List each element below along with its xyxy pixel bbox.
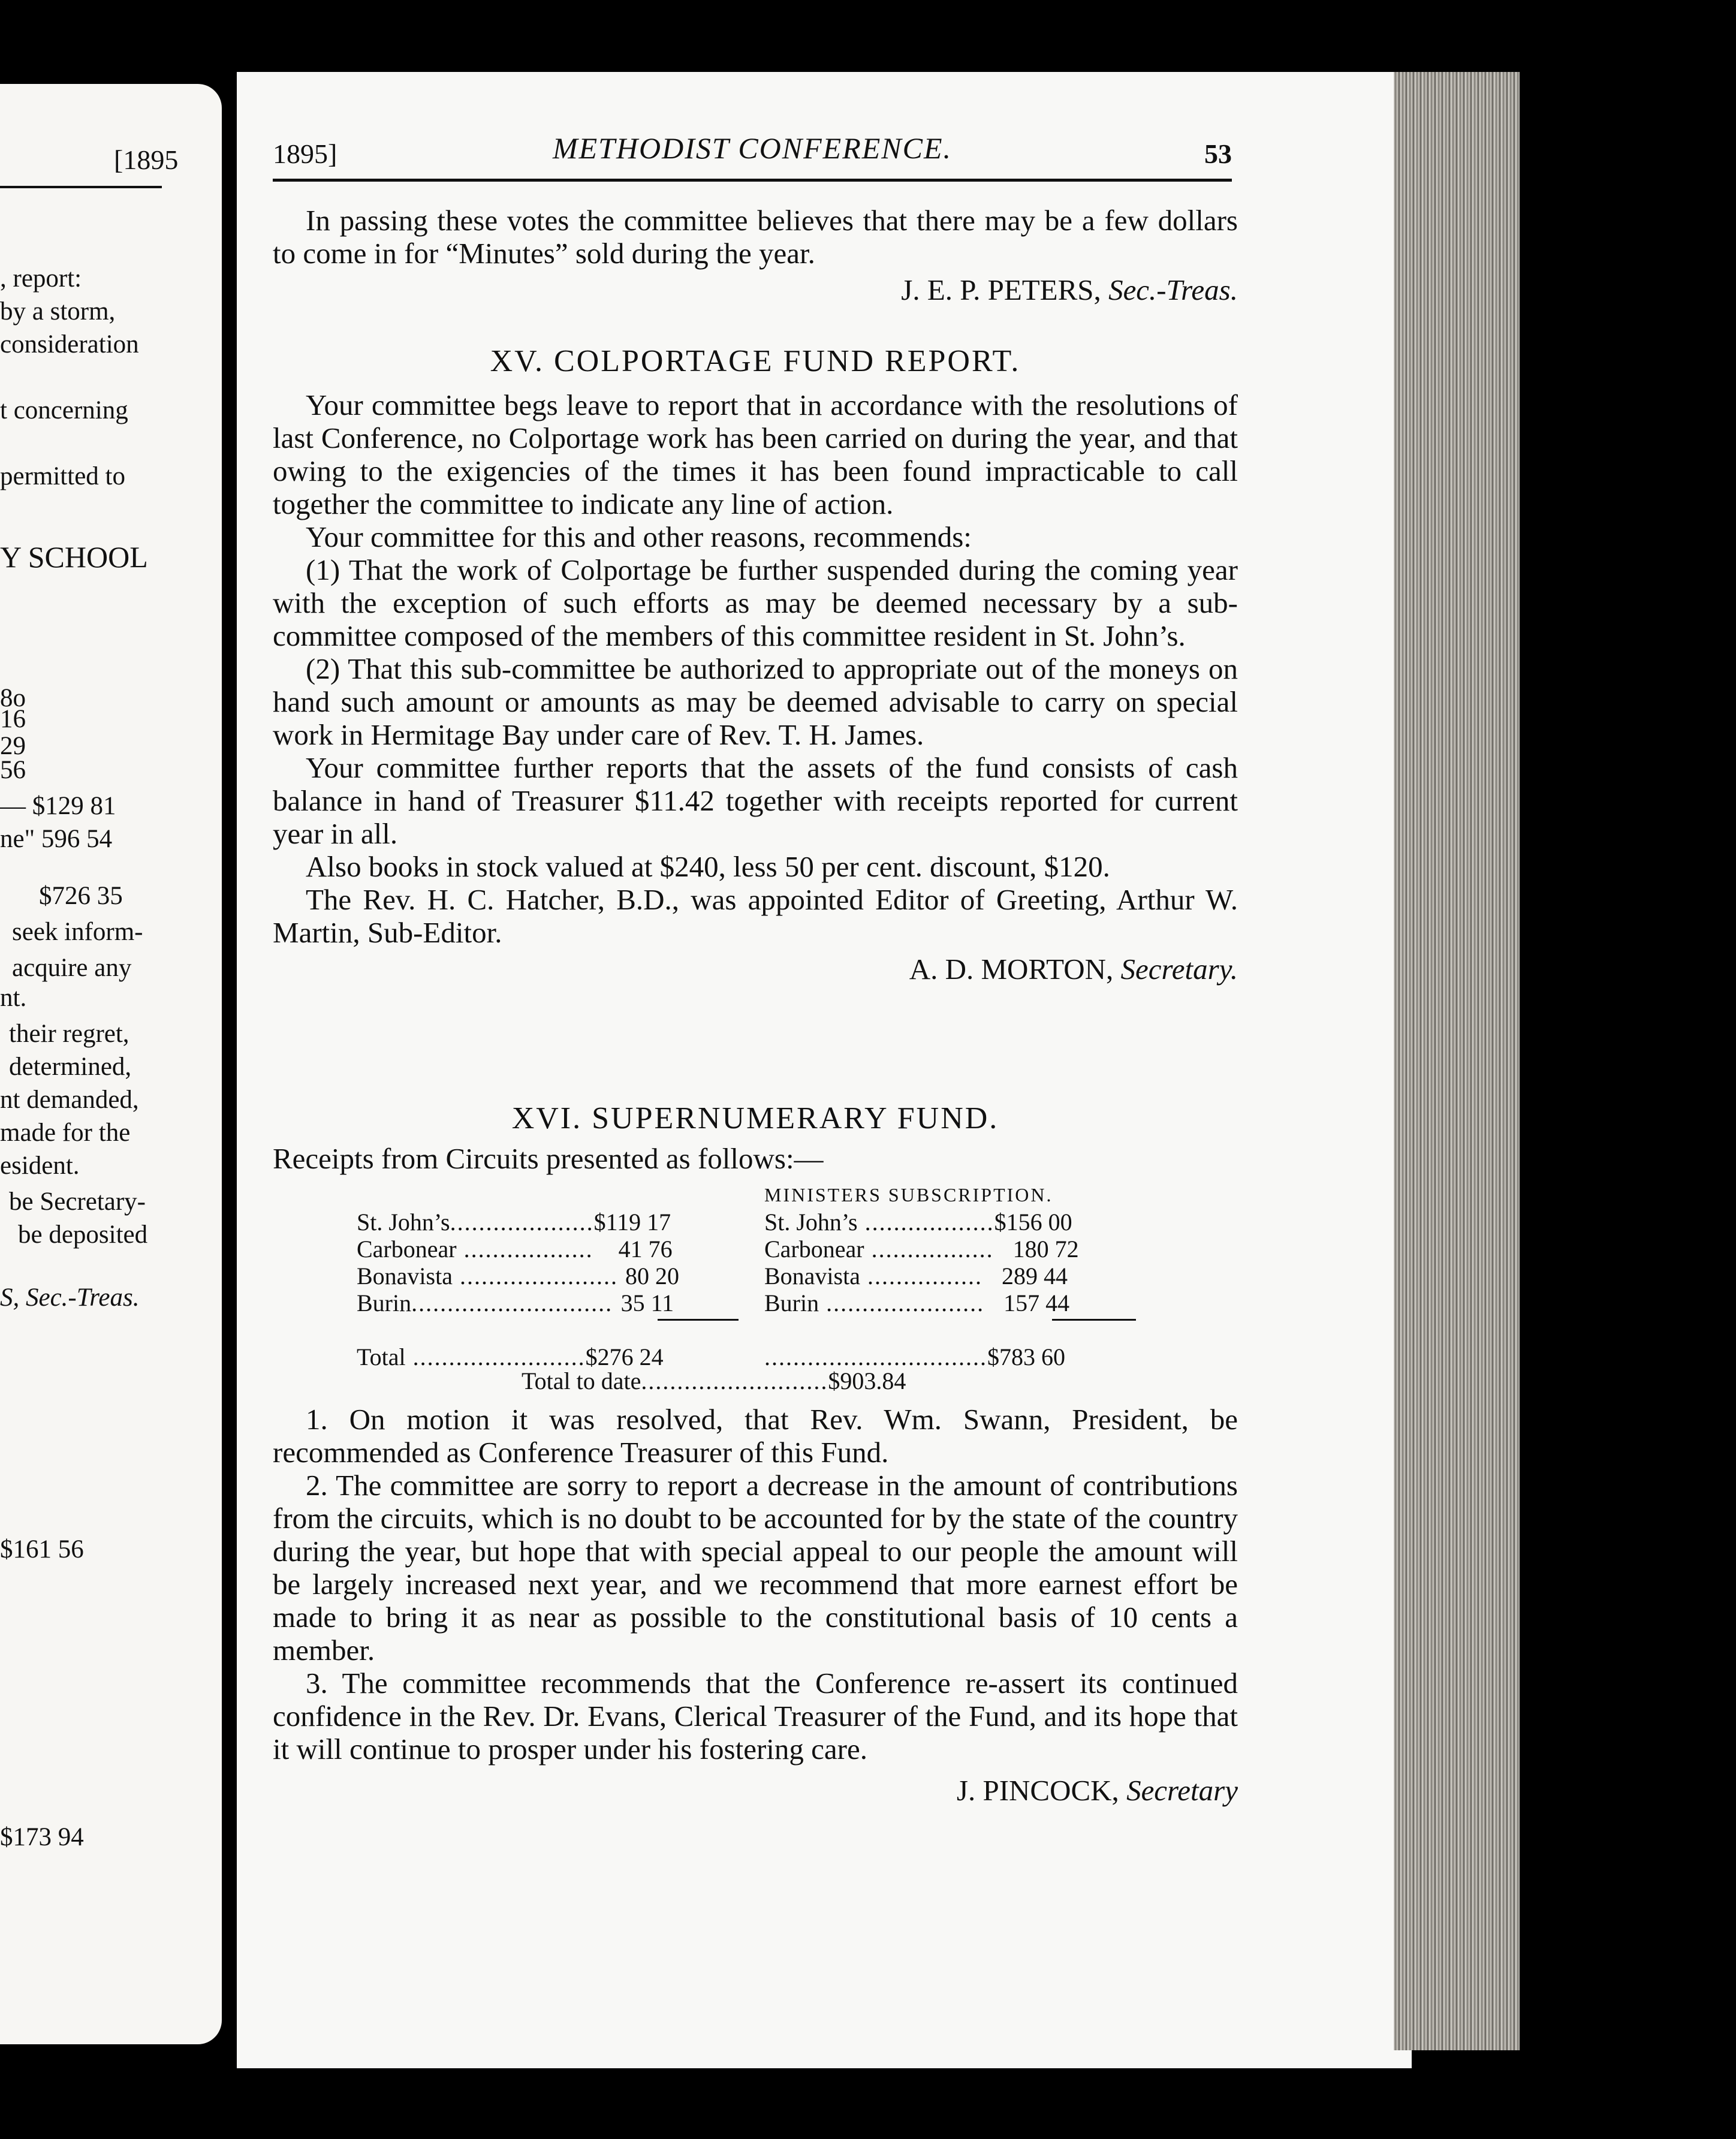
- intro-block: [273, 204, 1238, 306]
- total-row: Total ........................$276 24: [357, 1343, 664, 1370]
- left-fragment: $726 35: [39, 882, 123, 910]
- circuit-amount: 80 20: [625, 1263, 679, 1290]
- left-page-year: [1895: [114, 144, 179, 175]
- minister-amount: $156 00: [994, 1209, 1072, 1236]
- signature-title: Secretary: [1126, 1774, 1238, 1807]
- left-fragment: by a storm,: [0, 297, 116, 326]
- left-fragment: ne" 596 54: [0, 825, 113, 853]
- left-fragment: be Secretary-: [9, 1188, 146, 1216]
- circuit-name: Burin: [357, 1290, 412, 1316]
- section-xv-signature: [273, 953, 1238, 986]
- left-fragment: 56: [0, 756, 26, 784]
- left-fragment: nt demanded,: [0, 1086, 139, 1114]
- section-xvi-body: [273, 1403, 1238, 1807]
- circuit-name: Carbonear: [357, 1236, 457, 1263]
- paragraph: The Rev. H. C. Hatcher, B.D., was appointed Editor of Greeting, Arthur W. Martin, Sub-Editor.: [273, 883, 1238, 949]
- left-fragment: — $129 81: [0, 792, 116, 820]
- left-fragment: $173 94: [0, 1823, 84, 1851]
- section-heading: XVI. SUPERNUMERARY FUND.: [511, 1101, 999, 1135]
- section-xvi-signature: [273, 1774, 1238, 1807]
- minister-circuit: St. John’s: [764, 1209, 858, 1236]
- left-fragment: , report:: [0, 264, 82, 293]
- table-row: Burin ...................... 157 44: [764, 1290, 1070, 1316]
- signature-title: Secretary.: [1120, 953, 1238, 986]
- total-to-date-label: Total to date: [522, 1367, 641, 1394]
- paragraph: Your committee begs leave to report that in accordance with the resolutions of last Conference, no Colportage work has been carried on during the year, and that owing to the exigencies of the times it has been found impracticable to call together the committee to indicate any line of action.: [273, 388, 1238, 520]
- left-fragment: t concerning: [0, 396, 128, 424]
- receipts-table: [273, 1184, 1238, 1400]
- left-fragment: consideration: [0, 330, 139, 358]
- resolution: 2. The committee are sorry to report a decrease in the amount of contributions from the circuits, which is no doubt to be accounted for by the state of the country during the year, but hope that with special appeal to our people the amount will be largely increased next year, and we recommend that more earnest effort be made to bring it as near as possible to the constitutional basis of 10 cents a member.: [273, 1469, 1238, 1667]
- sum-rule: [1052, 1319, 1136, 1321]
- intro-paragraph: In passing these votes the committee believes that there may be a few dollars to come in for “Minutes” sold during the year.: [273, 204, 1238, 270]
- total-amount: $276 24: [585, 1343, 664, 1370]
- table-row: St. John’s ..................$156 00: [764, 1209, 1072, 1236]
- left-fragment: Y SCHOOL: [0, 540, 148, 574]
- intro-signature: [273, 273, 1238, 306]
- circuit-name: Bonavista: [357, 1263, 453, 1290]
- section-heading: XV. COLPORTAGE FUND REPORT.: [490, 344, 1021, 378]
- left-fragment: be deposited: [18, 1221, 148, 1249]
- table-row: Burin............................ 35 11: [357, 1290, 674, 1316]
- ministers-heading: MINISTERS SUBSCRIPTION.: [764, 1184, 1053, 1206]
- section-xv: [273, 345, 1238, 986]
- circuit-name: St. John’s: [357, 1209, 450, 1236]
- minister-circuit: Bonavista: [764, 1263, 860, 1290]
- sum-rule: [658, 1319, 739, 1321]
- left-fragment: esident.: [0, 1152, 80, 1180]
- signature-name: A. D. MORTON,: [909, 953, 1114, 986]
- table-row: Bonavista ...................... 80 20: [357, 1263, 679, 1290]
- left-fragment: acquire any: [12, 954, 132, 982]
- total-label: Total: [357, 1343, 406, 1370]
- table-row: Carbonear ................. 180 72: [764, 1236, 1079, 1263]
- minister-amount: 157 44: [1003, 1290, 1070, 1316]
- left-fragment: 8o: [0, 684, 26, 712]
- left-fragment: permitted to: [0, 462, 125, 490]
- left-fragment: $161 56: [0, 1535, 84, 1563]
- signature-name: J. PINCOCK,: [956, 1774, 1119, 1807]
- left-fragment: made for the: [0, 1119, 131, 1147]
- header-title: METHODIST CONFERENCE.: [552, 131, 953, 165]
- circuit-amount: 35 11: [620, 1290, 674, 1316]
- table-row: Bonavista ................ 289 44: [764, 1263, 1068, 1290]
- left-fragment: 16: [0, 705, 26, 733]
- left-fragment: nt.: [0, 984, 27, 1012]
- header-rule: [273, 179, 1232, 182]
- table-row: Carbonear .................. 41 76: [357, 1236, 673, 1263]
- section-xvi-header: [273, 1102, 1238, 1175]
- left-page-fragment: [0, 84, 222, 2044]
- minister-circuit: Carbonear: [764, 1236, 864, 1263]
- resolution: 1. On motion it was resolved, that Rev. Wm. Swann, President, be recommended as Conference Treasurer of this Fund.: [273, 1403, 1238, 1469]
- header-year: 1895]: [273, 138, 337, 169]
- circuit-amount: $119 17: [593, 1209, 671, 1236]
- paragraph: Your committee further reports that the assets of the fund consists of cash balance in hand of Treasurer $11.42 together with receipts reported for current year in all.: [273, 751, 1238, 850]
- minister-amount: 289 44: [1001, 1263, 1068, 1290]
- paragraph: (1) That the work of Colportage be further suspended during the coming year with the exception of such efforts as may be deemed necessary by a sub-committee composed of the members of this committee resident in St. John’s.: [273, 553, 1238, 652]
- total-amount: $783 60: [987, 1343, 1065, 1370]
- paragraph: Your committee for this and other reasons, recommends:: [306, 520, 972, 553]
- total-to-date-row: Total to date..........................$903.84: [522, 1367, 906, 1394]
- left-page-rule: [0, 186, 162, 188]
- page-edge: [1394, 72, 1520, 2050]
- total-to-date-amount: $903.84: [828, 1367, 906, 1394]
- paragraph: Also books in stock valued at $240, less 50 per cent. discount, $120.: [306, 850, 1110, 883]
- minister-circuit: Burin: [764, 1290, 819, 1316]
- receipts-label: Receipts from Circuits presented as follows:—: [273, 1142, 824, 1175]
- signature-title: Sec.-Treas.: [1108, 273, 1238, 306]
- minister-amount: 180 72: [1012, 1236, 1079, 1263]
- circuit-amount: 41 76: [618, 1236, 673, 1263]
- left-fragment: their regret,: [9, 1020, 129, 1048]
- total-row: ...............................$783 60: [764, 1343, 1065, 1370]
- running-header: [273, 131, 1232, 173]
- resolution: 3. The committee recommends that the Conference re-assert its continued confidence in the Rev. Dr. Evans, Clerical Treasurer of the Fund, and its hope that it will continue to prosper under his fostering care.: [273, 1667, 1238, 1766]
- page-number: 53: [1204, 138, 1232, 169]
- left-fragment: determined,: [9, 1053, 132, 1081]
- left-fragment: S, Sec.-Treas.: [0, 1284, 140, 1312]
- table-row: St. John’s....................$119 17: [357, 1209, 671, 1236]
- left-fragment: seek inform-: [12, 918, 143, 946]
- left-fragment: 29: [0, 732, 26, 760]
- signature-name: J. E. P. PETERS,: [901, 273, 1101, 306]
- paragraph: (2) That this sub-committee be authorized to appropriate out of the moneys on hand such amount or amounts as may be deemed advisable to carry on special work in Hermitage Bay under care of Rev. T. H. James.: [273, 652, 1238, 751]
